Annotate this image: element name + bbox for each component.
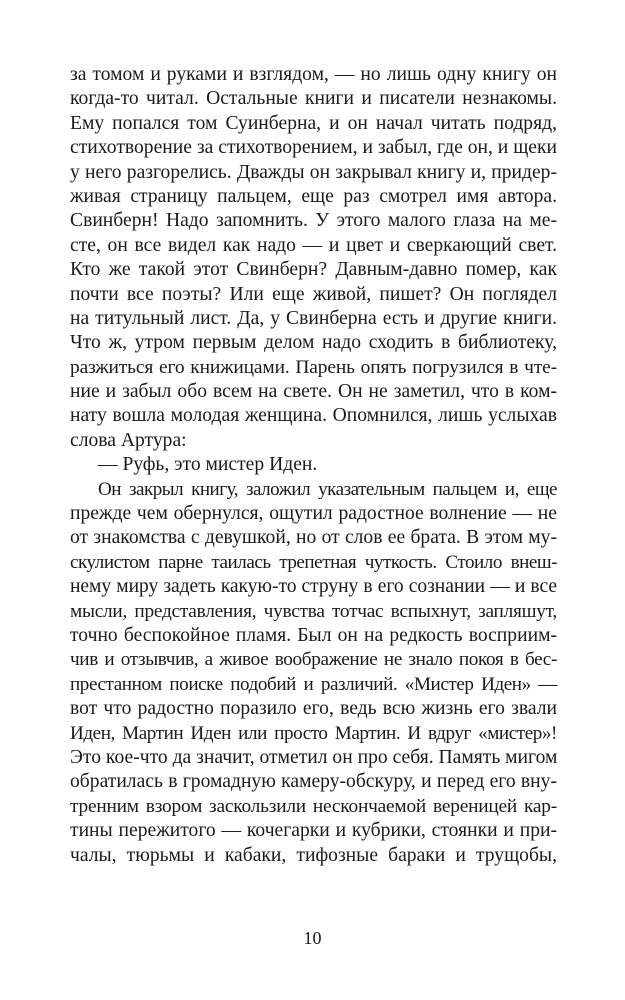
page-number: 10 [303, 928, 322, 948]
text-line: — Руфь, это мистер Иден. [98, 454, 318, 476]
text-line: чив и отзывчив, а живое воображение не знало покоя в бес- [70, 649, 557, 671]
text-line: Ему попался том Суинберна, и он начал читать подряд, [70, 112, 557, 134]
text-line: за томом и руками и взглядом, — но лишь одну книгу он [70, 64, 557, 85]
text-line: Это кое-что да значит, отметил он про себя. Память мигом [70, 746, 558, 768]
text-line: Иден, Мартин Иден или просто Мартин. И вдруг «мистер»! [70, 722, 557, 744]
text-line: нему миру задеть какую-то струну в его сознании — и все [70, 576, 557, 598]
text-line: точно беспокойное пламя. Был он на редкость восприим- [70, 624, 557, 646]
text-line: у него разгорелись. Дважды он закрывал книгу и, придер- [70, 161, 557, 183]
body-text [70, 63, 557, 868]
text-line: Кто же такой этот Свинберн? Давным-давно помер, как [70, 259, 557, 281]
text-line: от знакомства с девушкой, но от слов ее брата. В этом му- [70, 527, 557, 549]
text-line: почти все поэты? Или еще живой, пишет? Он поглядел [70, 283, 557, 305]
text-line: обратилась в громадную камеру-обскуру, и перед его вну- [70, 771, 557, 793]
text-line: сте, он все видел как надо — и цвет и сверкающий свет. [70, 234, 557, 256]
text-line: прежде чем обернулся, ощутил радостное волнение — не [70, 503, 557, 525]
text-line: на титульный лист. Да, у Свинберна есть и другие книги. [70, 307, 557, 329]
text-line: нату вошла молодая женщина. Опомнился, лишь услыхав [70, 405, 557, 427]
text-line: ние и забыл обо всем на свете. Он не заметил, что в ком- [70, 381, 557, 403]
text-line: Он закрыл книгу, заложил указательным пальцем и, еще [98, 478, 557, 500]
text-line: тренним взором заскользили нескончаемой вереницей кар- [70, 795, 557, 817]
text-line: разжиться его книжицами. Парень опять погрузился в чте- [70, 356, 557, 378]
text-line: стихотворение за стихотворением, и забыл, где он, и щеки [70, 137, 557, 159]
text-line: слова Артура: [70, 429, 187, 451]
text-line: чалы, тюрьмы и кабаки, тифозные бараки и трущобы, [70, 844, 557, 866]
text-line: мысли, представления, чувства тотчас вспыхнут, запляшут, [70, 600, 557, 622]
text-line: скулистом парне таилась трепетная чуткость. Стоило внеш- [70, 551, 557, 573]
text-line: вот что радостно поразило его, ведь всю жизнь его звали [70, 698, 557, 720]
text-line: престанном поиске подобий и различий. «Мистер Иден» — [70, 673, 557, 695]
text-line: тины пережитого — кочегарки и кубрики, стоянки и при- [70, 820, 557, 842]
text-line: когда-то читал. Остальные книги и писатели незнакомы. [70, 88, 557, 110]
text-line: Свинберн! Надо запомнить. У этого малого глаза на ме- [70, 210, 557, 232]
text-line: Что ж, утром первым делом надо сходить в библиотеку, [70, 332, 557, 354]
text-line: живая страницу пальцем, еще раз смотрел имя автора. [70, 185, 557, 207]
